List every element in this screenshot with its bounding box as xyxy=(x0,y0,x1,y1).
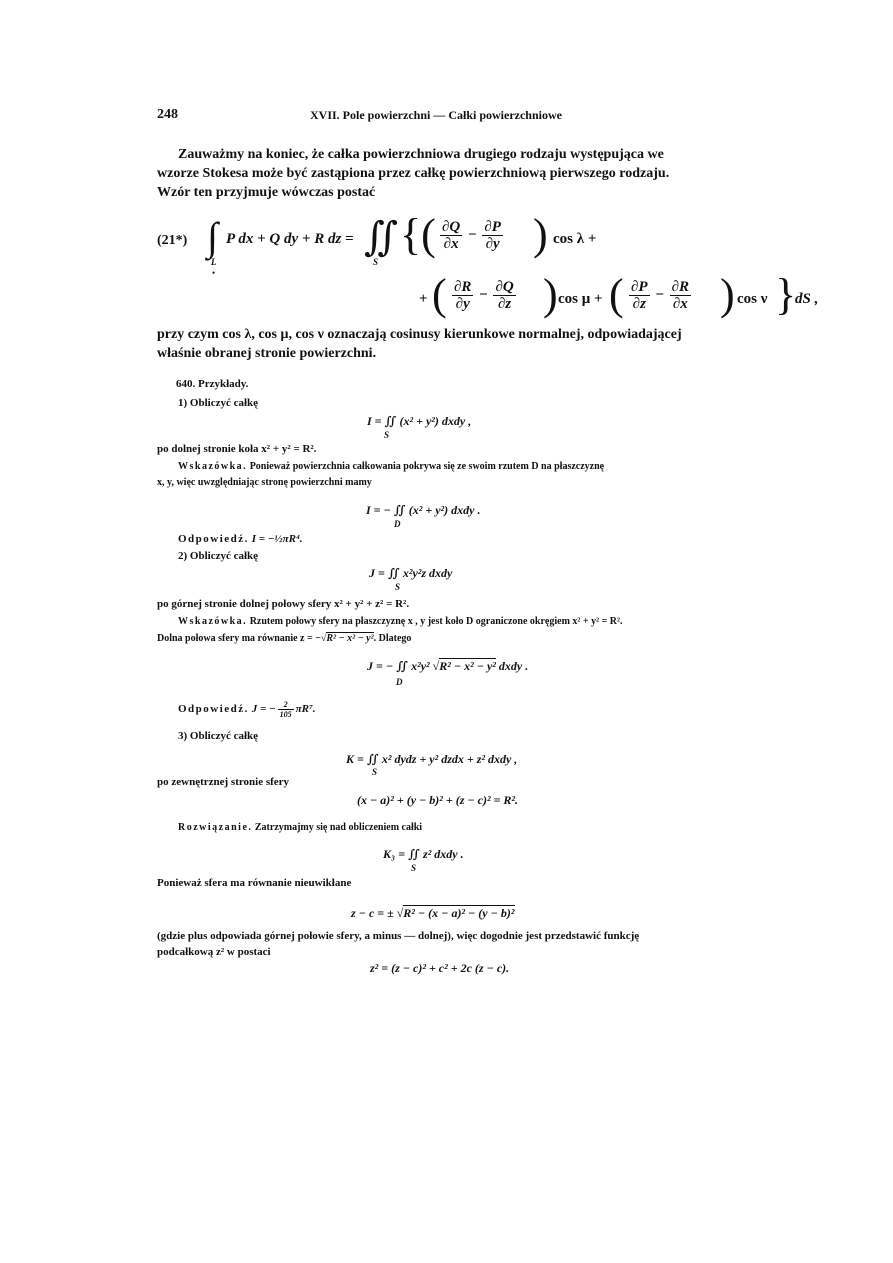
ex3-formula: K = ∬ x² dydz + y² dzdx + z² dxdy , xyxy=(346,752,518,766)
ex2-answer-frac: $\frac{2}{105}$ xyxy=(279,700,292,719)
formula-21-ds: dS , xyxy=(795,291,819,307)
ex2-hint-label: Wskazówka. xyxy=(178,616,248,627)
cos-mu: cos μ + xyxy=(558,291,603,307)
formula-21-lhs: P dx + Q dy + R dz = xyxy=(226,231,354,247)
ex2-text: po górnej stronie dolnej połowy sfery x² + y² + z² = R². xyxy=(157,598,410,610)
intro-line-3: Wzór ten przyjmuje wówczas postać xyxy=(157,185,376,200)
ex1-formula: I = ∬ (x² + y²) dxdy , xyxy=(367,414,472,428)
ex2-hint-text: Rzutem połowy sfery na płaszczyznę x , y jest koło D ograniczone okręgiem x² + y² = R². xyxy=(249,616,623,627)
ex3-explicit-text: Ponieważ sfera ma równanie nieuwikłane xyxy=(157,877,352,889)
ex2-answer-pre: J = − xyxy=(251,703,276,716)
ex2-hint-sqrt: R² − x² − y² xyxy=(326,633,374,644)
ex1-hint-line-2: x, y, więc uwzględniając stronę powierzchni mamy xyxy=(157,477,372,488)
ex3-gdzie-line-2: podcałkową z² w postaci xyxy=(157,946,271,958)
ex1-hint-text: Ponieważ powierzchnia całkowania pokrywa się ze swoim rzutem D na płaszczyznę xyxy=(249,461,605,472)
ex2-formula-sub: S xyxy=(395,582,401,592)
brace-right: } xyxy=(775,270,797,319)
ex1-text: po dolnej stronie koła x² + y² = R². xyxy=(157,443,317,455)
integral-sign: ∫ xyxy=(207,214,218,259)
page-number: 248 xyxy=(157,107,178,122)
ex2-answer-label: Odpowiedź. xyxy=(178,703,249,716)
frac-dPdz: $\frac{\partial P}{\partial z}$ − $\frac{\partial R}{\partial x}$ xyxy=(631,279,690,312)
ex1-formula-sub: S xyxy=(384,430,390,440)
ex2-formula-2b: dxdy . xyxy=(498,659,529,673)
ex3-zc-sqrt: R² − (x − a)² − (y − b)² xyxy=(403,906,515,920)
intro-line-1: Zauważmy na koniec, że całka powierzchniowa drugiego rodzaju występująca we xyxy=(178,147,664,162)
paren-right: ) xyxy=(533,210,548,259)
cos-lambda: cos λ + xyxy=(553,231,597,247)
ex3-gdzie-line-1: (gdzie plus odpowiada górnej połowie sfery, a minus — dolnej), więc dogodnie jest przedstawić funkcję xyxy=(157,930,640,942)
ex3-k3-sub: S xyxy=(411,863,417,873)
ex2-title: 2) Obliczyć całkę xyxy=(178,550,259,562)
ex2-formula-2-sub: D xyxy=(396,677,403,687)
paren-left-3: ( xyxy=(609,270,624,319)
ex3-solution-text: Zatrzymajmy się nad obliczeniem całki xyxy=(254,822,423,833)
ex3-title: 3) Obliczyć całkę xyxy=(178,730,259,742)
paren-left-2: ( xyxy=(432,270,447,319)
ex1-hint-line-1 xyxy=(178,461,604,472)
ex1-formula-2-sub: D xyxy=(394,519,401,529)
ex1-answer xyxy=(178,533,303,545)
ex1-title: 1) Obliczyć całkę xyxy=(178,397,259,409)
cos-nu: cos ν xyxy=(737,291,768,307)
ex3-text: po zewnętrznej stronie sfery xyxy=(157,776,290,788)
ex2-formula-2: J = − ∬ x²y² √R² − x² − y² dxdy . xyxy=(367,659,529,673)
after21-line-1: przy czym cos λ, cos μ, cos ν oznaczają cosinusy kierunkowe normalnej, odpowiadającej xyxy=(157,327,682,342)
ex2-answer xyxy=(178,700,316,719)
formula-21 xyxy=(157,210,768,333)
brace-left: {( xyxy=(400,210,436,259)
running-title: XVII. Pole powierzchni — Całki powierzchniowe xyxy=(310,108,562,122)
section-heading: 640. Przykłady. xyxy=(176,378,249,390)
frac-dRdy: $\frac{\partial R}{\partial y}$ − $\frac{\partial Q}{\partial z}$ xyxy=(454,279,514,312)
ex2-formula: J = ∬ x²y²z dxdy xyxy=(369,566,453,580)
frac-dQdx: $\frac{\partial Q}{\partial x}$ − $\frac{\partial P}{\partial y}$ xyxy=(442,219,501,252)
integral-sub-S: S xyxy=(373,257,379,267)
ex3-formula-sub: S xyxy=(372,767,378,777)
ex3-k3: K₃ = ∬ z² dxdy . xyxy=(383,847,464,861)
ex2-hint-2b: . Dlatego xyxy=(373,633,412,644)
ex3-solution-label: Rozwiązanie. xyxy=(178,822,253,833)
paren-right-2: ) xyxy=(543,270,558,319)
formula-21-label: (21*) xyxy=(157,233,188,248)
intro-line-2: wzorze Stokesa może być zastąpiona przez całkę powierzchniową pierwszego rodzaju. xyxy=(157,166,670,181)
ex2-hint-2a: Dolna połowa sfery ma równanie z = − xyxy=(157,633,321,644)
integral-sub-L: L xyxy=(211,257,217,267)
ex1-formula-2: I = − ∬ (x² + y²) dxdy . xyxy=(366,503,481,517)
ex2-hint-line-1 xyxy=(178,616,623,627)
ex1-hint-label: Wskazówka. xyxy=(178,461,248,472)
plus-sign: + xyxy=(419,291,428,307)
dot-mark: • xyxy=(212,268,216,278)
paren-right-3: ) xyxy=(720,270,735,319)
ex3-zc-pre: z − c = ± xyxy=(351,906,394,920)
ex1-answer-label: Odpowiedź. xyxy=(178,533,249,545)
double-integral-sign: ∬ xyxy=(364,214,399,259)
ex3-zc: z − c = ± √R² − (x − a)² − (y − b)² xyxy=(351,906,515,920)
ex2-answer-post: πR⁷. xyxy=(295,703,316,716)
ex2-formula-2a: J = − ∬ x²y² xyxy=(367,659,430,673)
ex2-formula-2-sqrt: R² − x² − y² xyxy=(439,659,496,673)
ex1-answer-value: I = −½πR⁴. xyxy=(251,533,303,545)
ex3-final: z² = (z − c)² + c² + 2c (z − c). xyxy=(370,961,510,975)
ex3-solution xyxy=(178,822,422,833)
after21-line-2: właśnie obranej stronie powierzchni. xyxy=(157,346,377,361)
ex3-sphere: (x − a)² + (y − b)² + (z − c)² = R². xyxy=(357,793,519,807)
ex2-hint-line-2: Dolna połowa sfery ma równanie z = −√R² − x² − y². Dlatego xyxy=(157,633,412,644)
